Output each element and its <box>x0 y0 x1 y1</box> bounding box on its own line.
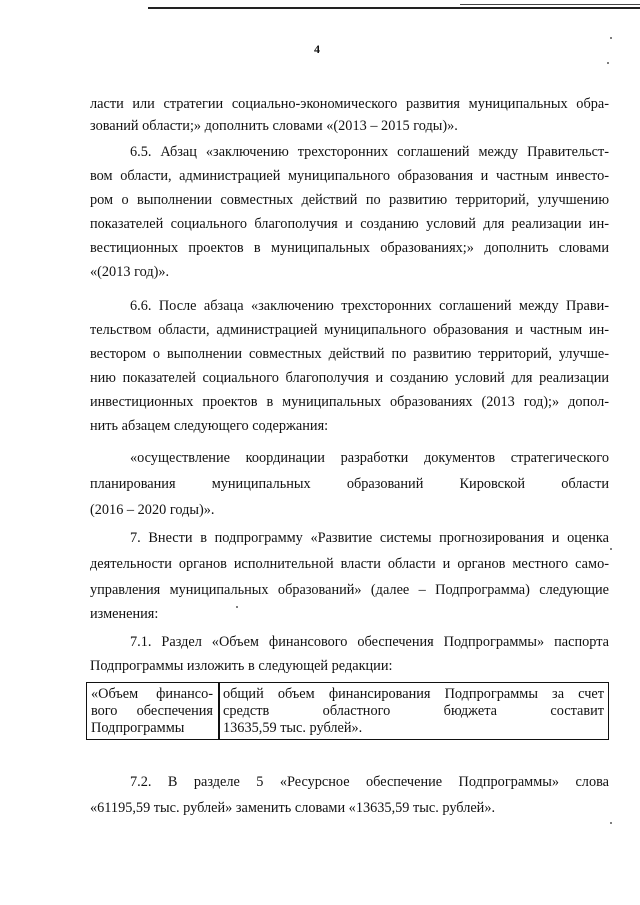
table-left-cell-line: вого обеспечения <box>91 703 213 719</box>
text-line: «61195,59 тыс. рублей» заменить словами «13635,59 тыс. рублей». <box>90 800 496 816</box>
table-left-cell-line: «Объем финансо- <box>91 686 213 702</box>
paragraph-7-2-start: 7.2. В разделе 5 «Ресурсное обеспечение Подпрограммы» слова <box>130 774 609 790</box>
financing-table <box>86 682 609 740</box>
text-line: ласти или стратегии социально-экономического развития муниципальных обра- <box>90 96 609 112</box>
paragraph-6-6-start: 6.6. После абзаца «заключению трехсторонних соглашений между Прави- <box>130 298 609 314</box>
text-line: вом области, администрацией муниципального образования и частным инвесто- <box>90 168 609 184</box>
table-right-cell-line: общий объем финансирования Подпрограммы за счет <box>223 686 604 702</box>
scan-speck <box>236 606 238 608</box>
page-number: 4 <box>314 42 320 56</box>
text-line: тельством области, администрацией муниципального образования и частным ин- <box>90 322 609 338</box>
scan-speck <box>607 62 609 64</box>
scan-speck <box>610 822 612 824</box>
text-line: «(2013 год)». <box>90 264 170 280</box>
text-line: показателей социального благополучия и созданию условий для реализации ин- <box>90 216 609 232</box>
text-line: инвестиционных проектов в муниципальных образованиях (2013 год);» допол- <box>90 394 609 410</box>
text-line: зований области;» дополнить словами «(2013 – 2015 годы)». <box>90 118 458 134</box>
text-line: нию показателей социального благополучия и созданию условий для реализации <box>90 370 609 386</box>
text-line: (2016 – 2020 годы)». <box>90 502 215 518</box>
text-line: вестиционных проектов в муниципальных образованиях;» дополнить словами <box>90 240 609 256</box>
table-column-divider <box>218 683 220 739</box>
table-right-cell-line: средств областного бюджета составит <box>223 703 604 719</box>
paragraph-6-5-start: 6.5. Абзац «заключению трехсторонних соглашений между Правительст- <box>130 144 609 160</box>
text-line: вестором о выполнении совместных действий по развитию территорий, улучше- <box>90 346 609 362</box>
text-line: ром о выполнении совместных действий по развитию территорий, улучшению <box>90 192 609 208</box>
scan-speck <box>610 37 612 39</box>
table-right-cell-line: 13635,59 тыс. рублей». <box>223 720 363 736</box>
paragraph-7-start: 7. Внести в подпрограмму «Развитие системы прогнозирования и оценка <box>130 530 609 546</box>
text-line: изменения: <box>90 606 159 622</box>
text-line: планирования муниципальных образований Кировской области <box>90 476 609 492</box>
text-line: управления муниципальных образований» (далее – Подпрограмма) следующие <box>90 582 609 598</box>
scan-edge-line <box>148 7 640 9</box>
table-left-cell-line: Подпрограммы <box>91 720 185 736</box>
scan-edge-line-secondary <box>460 4 640 5</box>
text-line: Подпрограммы изложить в следующей редакции: <box>90 658 393 674</box>
text-line: деятельности органов исполнительной власти области и органов местного само- <box>90 556 609 572</box>
quoted-paragraph-start: «осуществление координации разработки документов стратегического <box>130 450 609 466</box>
text-line: нить абзацем следующего содержания: <box>90 418 329 434</box>
scan-speck <box>610 548 612 550</box>
paragraph-7-1-start: 7.1. Раздел «Объем финансового обеспечения Подпрограммы» паспорта <box>130 634 609 650</box>
